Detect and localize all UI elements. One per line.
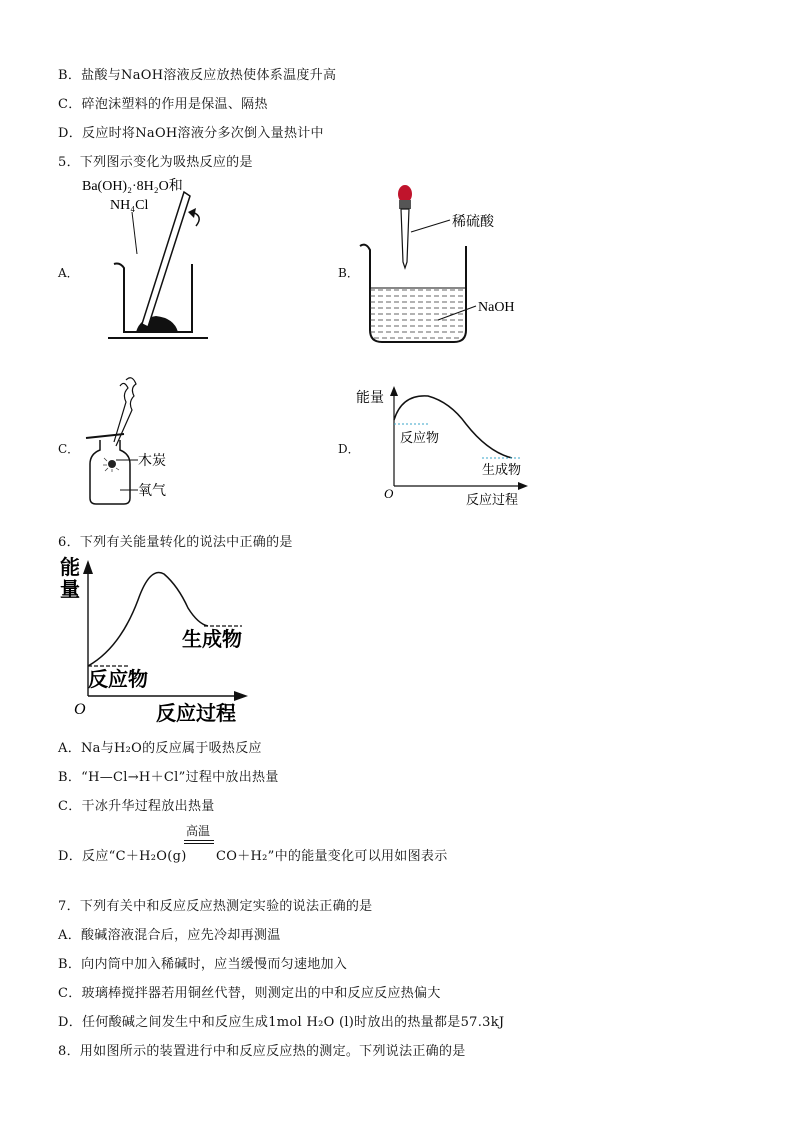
q7-option-a: A．酸碱溶液混合后，应先冷却再测温 (58, 928, 281, 943)
q5-figure-a (80, 172, 230, 352)
q5-d-reactant-label: 反应物 (400, 430, 440, 445)
q5-d-y-axis-label: 能量 (356, 391, 384, 406)
q5-a-reagent-1: Ba(OH)₂·8H₂O和 (82, 179, 183, 194)
q5-option-a-label: A． (58, 266, 79, 280)
q5-d-x-arrow (518, 482, 528, 490)
q6-figure (58, 552, 258, 724)
q5-a-arrow-head (188, 208, 196, 218)
q8-stem: 8．用如图所示的装置进行中和反应反应热的测定。下列说法正确的是 (58, 1044, 466, 1059)
q7-option-c: C．玻璃棒搅拌器若用铜丝代替，则测定出的中和反应反应热偏大 (58, 986, 441, 1001)
q6-option-d-condition: 高温 (186, 824, 211, 838)
q6-y-axis-label-2: 量 (60, 579, 80, 601)
q6-option-d-post: CO＋H₂”中的能量变化可以用如图表示 (216, 849, 448, 864)
q5-option-c-label: C． (58, 442, 80, 456)
q6-y-arrow (83, 560, 93, 574)
q5-d-y-arrow (390, 386, 398, 396)
q5-b-base-label: NaOH (478, 300, 515, 315)
q5-c-oxygen-label: 氧气 (138, 484, 166, 499)
q5-stem: 5．下列图示变化为吸热反应的是 (58, 155, 253, 170)
q6-x-axis-label: 反应过程 (156, 703, 236, 724)
q5-a-pointer-line (132, 212, 137, 254)
q6-x-arrow (234, 691, 248, 701)
q7-option-d: D．任何酸碱之间发生中和反应生成1mol H₂O (l)时放出的热量都是57.3kJ (58, 1015, 505, 1030)
q6-option-d-eq-line-2 (184, 843, 214, 844)
q5-d-x-axis-label: 反应过程 (466, 492, 519, 507)
q7-stem: 7．下列有关中和反应反应热测定实验的说法正确的是 (58, 899, 373, 914)
q5-c-lid (86, 434, 124, 438)
q5-b-acid-label: 稀硫酸 (452, 215, 494, 230)
q5-b-liquid (370, 290, 466, 338)
q6-option-c: C．干冰升华过程放出热量 (58, 799, 215, 814)
q5-a-reagent-2: NH₄Cl (110, 198, 149, 213)
q5-c-tongs (116, 378, 136, 446)
q5-b-dropper-collar (399, 200, 411, 209)
q5-figure-b (356, 180, 536, 348)
q6-stem: 6．下列有关能量转化的说法中正确的是 (58, 535, 293, 550)
q5-c-tongs-arm (114, 383, 128, 442)
q5-figure-d (354, 380, 534, 510)
q5-b-acid-pointer (411, 220, 450, 232)
q5-option-d-label: D． (338, 442, 360, 456)
q6-option-d-eq-line-1 (184, 840, 214, 841)
q6-option-d-pre: D．反应“C＋H₂O(g) (58, 849, 187, 864)
q4-option-d: D．反应时将NaOH溶液分多次倒入量热计中 (58, 126, 324, 141)
q6-y-axis-label-1: 能 (60, 557, 80, 579)
q6-product-label: 生成物 (182, 629, 242, 651)
q5-figure-c (80, 372, 190, 512)
q4-option-b: B．盐酸与NaOH溶液反应放热使体系温度升高 (58, 68, 337, 83)
q5-d-origin: O (384, 486, 394, 501)
q6-reactant-label: 反应物 (88, 669, 148, 691)
q7-option-b: B．向内筒中加入稀碱时，应当缓慢而匀速地加入 (58, 957, 348, 972)
q5-d-product-label: 生成物 (482, 462, 522, 477)
q5-a-glass-rod (142, 192, 190, 327)
q5-b-dropper-tube (401, 209, 409, 268)
q6-option-b: B．“H—Cl→H＋Cl”过程中放出热量 (58, 770, 279, 785)
q5-option-b-label: B． (338, 266, 359, 280)
q4-option-c: C．碎泡沫塑料的作用是保温、隔热 (58, 97, 268, 112)
q6-curve (88, 572, 208, 666)
q5-c-charcoal-label: 木炭 (138, 454, 166, 469)
q5-b-beaker (360, 245, 466, 342)
q5-c-bottle (90, 440, 130, 504)
q5-c-charcoal (108, 460, 116, 468)
q6-option-a: A．Na与H₂O的反应属于吸热反应 (58, 741, 262, 756)
q6-origin: O (74, 701, 86, 718)
q5-d-curve (394, 396, 512, 458)
